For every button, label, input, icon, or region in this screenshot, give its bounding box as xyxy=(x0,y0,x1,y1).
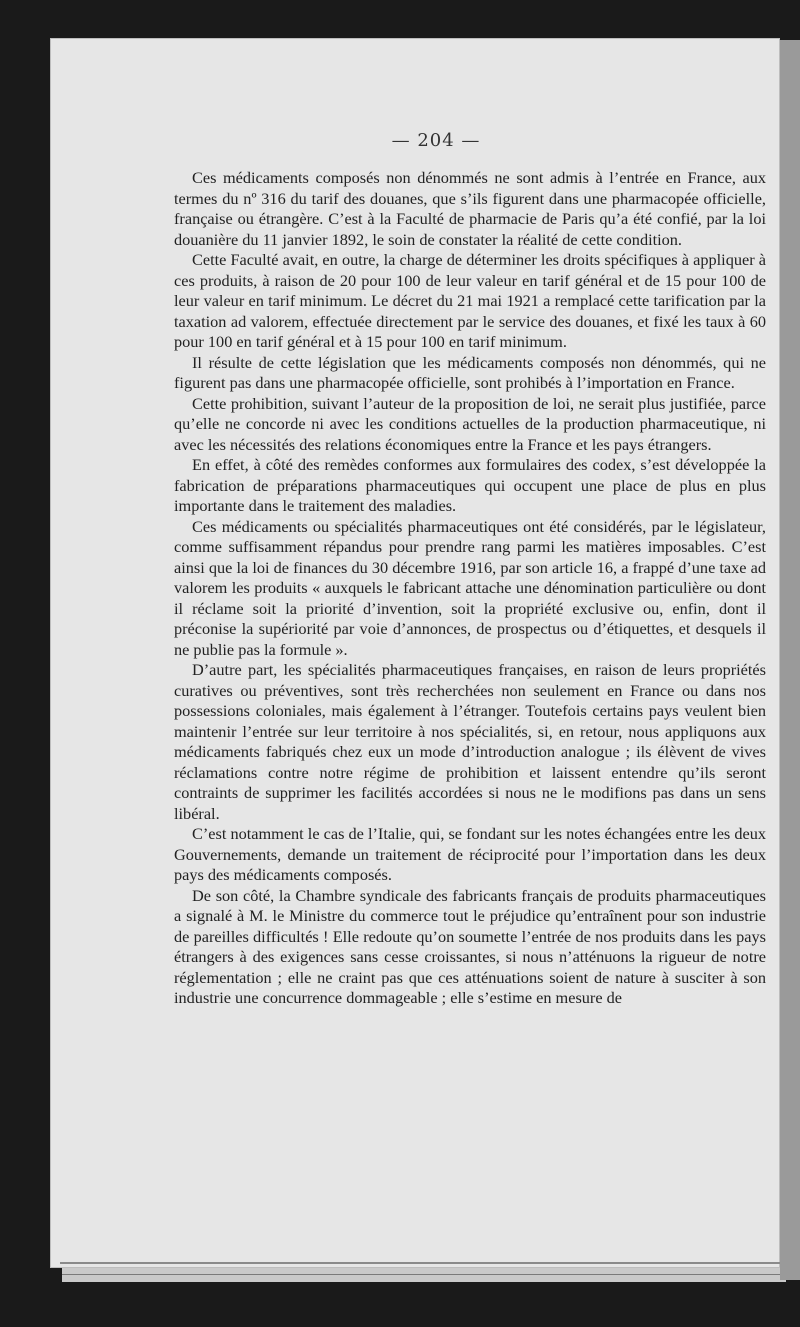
paragraph-5: En effet, à côté des remèdes conformes aux formulaires des codex, s’est développée la fabrication de préparations pharmaceutiques qui occupent une place de plus en plus importante dans le traitement des maladies. xyxy=(174,455,766,515)
paragraph-7: D’autre part, les spécialités pharmaceutiques françaises, en raison de leurs propriétés curatives ou préventives, sont très recherchées non seulement en France ou dans nos possessions coloniales, mais également à l’étranger. Toutefois certains pays veulent bien maintenir l’entrée sur leur territoire à nos spécialités, si, en retour, nous appliquons aux médicaments fabriqués chez eux un mode d’introduction analogue ; ils élèvent de vives réclamations contre notre régime de prohibition et laissent entendre qu’ils seront contraints de supprimer les facilités accordées si nous ne le modifions pas dans un sens libéral. xyxy=(174,660,766,823)
book-edge xyxy=(780,40,800,1280)
paragraph-8: C’est notamment le cas de l’Italie, qui, se fondant sur les notes échangées entre les deux Gouvernements, demande un traitement de réciprocité pour l’importation dans les deux pays des médicaments composés. xyxy=(174,824,766,884)
paragraph-4: Cette prohibition, suivant l’auteur de la proposition de loi, ne serait plus justifiée, parce qu’elle ne concorde ni avec les conditions actuelles de la production pharmaceutique, ni avec les nécessités des relations économiques entre la France et les pays étrangers. xyxy=(174,393,766,454)
page-number: — 204 — xyxy=(391,130,481,151)
paragraph-1: Ces médicaments composés non dénommés ne sont admis à l’entrée en France, aux termes du nº 316 du tarif des douanes, que s’ils figurent dans une pharmacopée officielle, française ou étrangère. C’est à la Faculté de pharmacie de Paris qu’a été confié, par la loi douanière du 11 janvier 1892, le soin de constater la réalité de cette condition. xyxy=(174,168,766,249)
page-edge-line xyxy=(60,1262,780,1264)
paragraph-2: Cette Faculté avait, en outre, la charge de déterminer les droits spécifiques à appliquer à ces produits, à raison de 20 pour 100 de leur valeur en tarif général et de 15 pour 100 de leur valeur en tarif minimum. Le décret du 21 mai 1921 a remplacé cette tarification par la taxation ad valorem, effectuée directement par le service des douanes, et fixé les taux à 60 pour 100 en tarif général et à 15 pour 100 en tarif minimum. xyxy=(174,250,766,351)
page-edge-line-lower xyxy=(62,1274,780,1275)
paragraph-3: Il résulte de cette législation que les médicaments composés non dénommés, qui ne figurent pas dans une pharmacopée officielle, sont prohibés à l’importation en France. xyxy=(174,352,766,392)
paragraph-9: De son côté, la Chambre syndicale des fabricants français de produits pharmaceutiques a signalé à M. le Ministre du commerce tout le préjudice qu’entraînent pour son industrie de pareilles difficultés ! Elle redoute qu’on soumette l’entrée de nos produits dans les pays étrangers à des exigences sans cesse croissantes, si nous n’atténuons la rigueur de notre réglementation ; elle ne craint pas que ces atténuations soient de nature à susciter à son industrie une concurrence dommageable ; elle s’estime en mesure de xyxy=(174,885,766,1007)
paragraph-6: Ces médicaments ou spécialités pharmaceutiques ont été considérés, par le législateur, comme suffisamment répandus pour prendre rang parmi les matières imposables. C’est ainsi que la loi de finances du 30 décembre 1916, par son article 16, a frappé d’une taxe ad valorem les produits « auxquels le fabricant attache une dénomination particulière ou dont il réclame soit la priorité d’invention, soit la propriété exclusive ou, enfin, dont il préconise la supériorité par voie d’annonces, de prospectus ou d’étiquettes, et desquels il ne publie pas la formule ». xyxy=(174,516,766,659)
body-text xyxy=(174,168,766,1009)
